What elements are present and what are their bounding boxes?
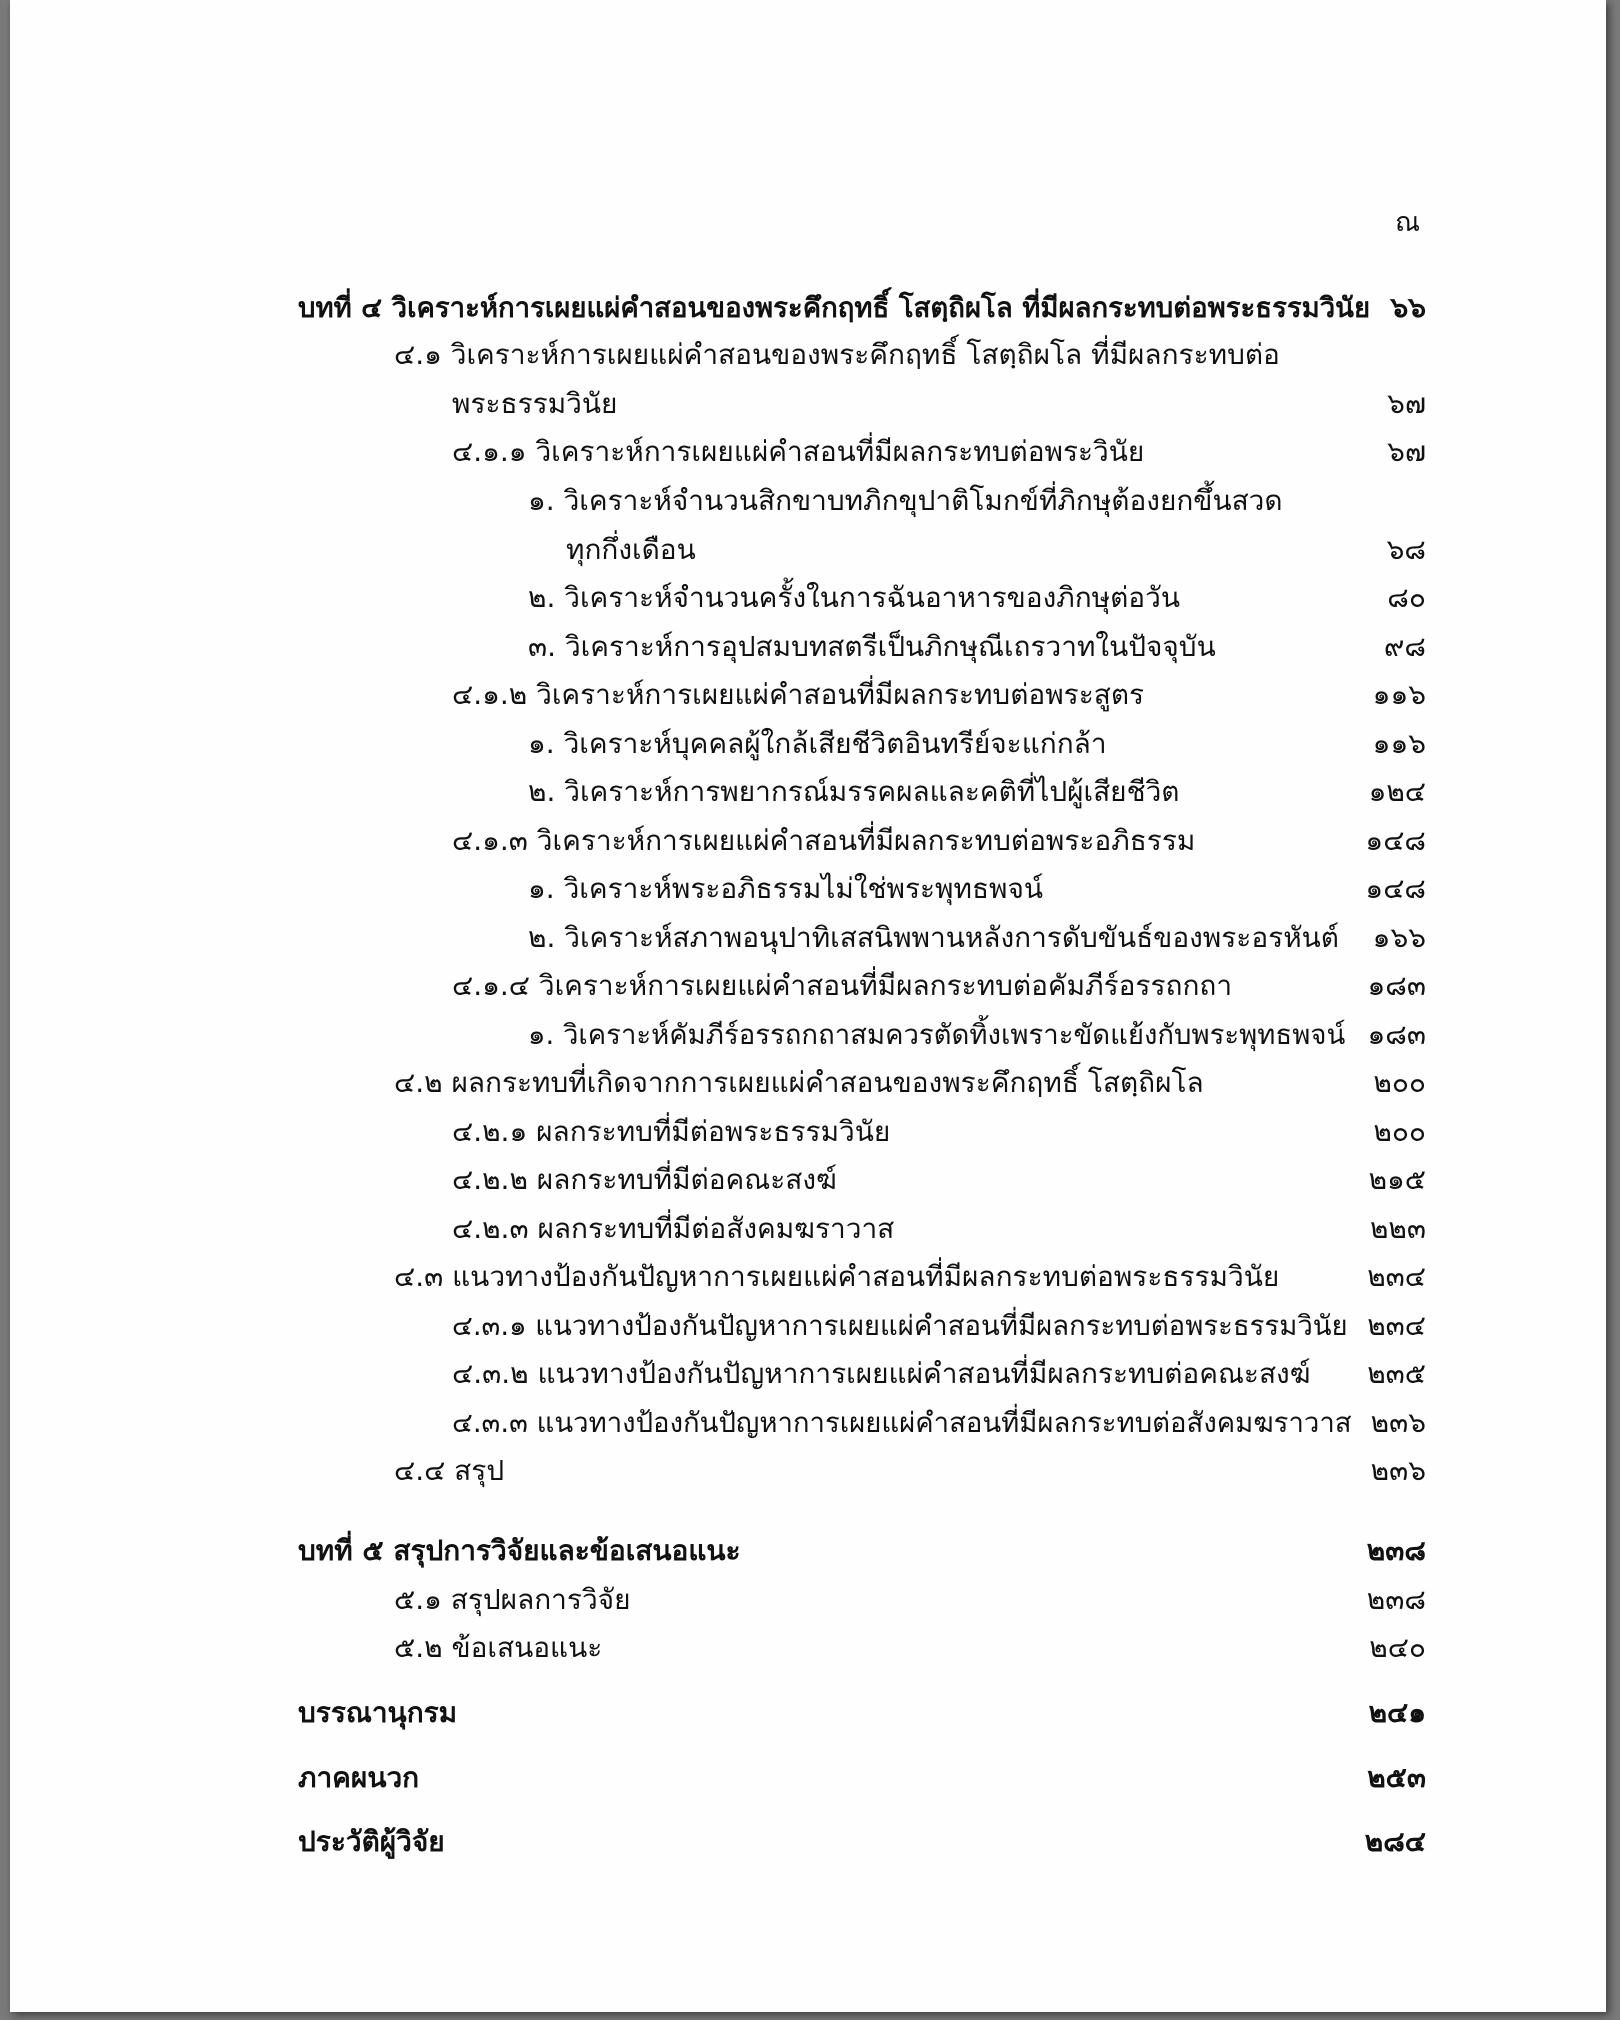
toc-entry-page: ๒๓๔ — [1367, 1260, 1426, 1293]
toc-entry-title: ๑. วิเคราะห์พระอภิธรรมไม่ใช่พระพุทธพจน์ — [528, 872, 1044, 905]
toc-entry-4-4 — [10, 1447, 1606, 1495]
toc-entry-title: ๔.๑.๒ วิเคราะห์การเผยแผ่คำสอนที่มีผลกระทบต่อพระสูตร — [452, 678, 1145, 711]
toc-entry-page: ๒๔๑ — [1368, 1696, 1426, 1729]
toc-entry-page: ๒๓๘ — [1366, 1534, 1426, 1567]
toc-entry-title: ๔.๓ แนวทางป้องกันปัญหาการเผยแผ่คำสอนที่มีผลกระทบต่อพระธรรมวินัย — [394, 1260, 1280, 1293]
toc-entry-title: ๕.๑ สรุปผลการวิจัย — [394, 1583, 631, 1616]
toc-entry-page: ๒๓๔ — [1367, 1309, 1426, 1342]
toc-researcher-bio — [10, 1818, 1606, 1866]
toc-entry-title: ๔.๑.๔ วิเคราะห์การเผยแผ่คำสอนที่มีผลกระทบต่อคัมภีร์อรรถกถา — [452, 969, 1233, 1002]
toc-entry-4-3-2 — [10, 1350, 1606, 1398]
toc-entry-page: ๒๓๘ — [1366, 1583, 1426, 1616]
toc-entry-page: ๖๗ — [1387, 435, 1426, 468]
toc-entry-page: ๖๖ — [1390, 291, 1426, 324]
toc-entry-4-1-2-1 — [10, 720, 1606, 768]
toc-entry-page: ๑๒๔ — [1368, 775, 1426, 808]
toc-entry-page: ๑๖๖ — [1372, 921, 1426, 954]
toc-entry-title: ๒. วิเคราะห์สภาพอนุปาทิเสสนิพพานหลังการดับขันธ์ของพระอรหันต์ — [528, 921, 1339, 954]
toc-entry-title: ๔.๑.๑ วิเคราะห์การเผยแผ่คำสอนที่มีผลกระทบต่อพระวินัย — [452, 435, 1145, 468]
toc-entry-page: ๒๒๓ — [1369, 1212, 1426, 1245]
toc-chapter-4 — [10, 284, 1606, 332]
toc-entry-title: ๔.๒.๑ ผลกระทบที่มีต่อพระธรรมวินัย — [452, 1115, 891, 1148]
toc-entry-title: บรรณานุกรม — [298, 1696, 458, 1729]
toc-entry-4-1 — [10, 331, 1606, 379]
toc-entry-title: พระธรรมวินัย — [452, 387, 618, 420]
toc-entry-title: ๔.๑.๓ วิเคราะห์การเผยแผ่คำสอนที่มีผลกระทบต่อพระอภิธรรม — [452, 824, 1196, 857]
toc-entry-title: ๔.๒.๒ ผลกระทบที่มีต่อคณะสงฆ์ — [452, 1163, 837, 1196]
toc-entry-title: ๓. วิเคราะห์การอุปสมบทสตรีเป็นภิกษุณีเถรวาทในปัจจุบัน — [528, 630, 1216, 663]
toc-entry-4-1-3-1 — [10, 865, 1606, 913]
toc-entry-title: ๔.๓.๓ แนวทางป้องกันปัญหาการเผยแผ่คำสอนที่มีผลกระทบต่อสังคมฆราวาส — [452, 1407, 1352, 1439]
toc-entry-4-3-1 — [10, 1302, 1606, 1350]
toc-entry-title: ๔.๒ ผลกระทบที่เกิดจากการเผยแผ่คำสอนของพระคึกฤทธิ์ โสตฺถิผโล — [394, 1066, 1204, 1099]
toc-entry-4-1-1-1 — [10, 477, 1606, 525]
toc-entry-title: ๔.๓.๒ แนวทางป้องกันปัญหาการเผยแผ่คำสอนที่มีผลกระทบต่อคณะสงฆ์ — [452, 1357, 1311, 1390]
toc-chapter-5 — [10, 1527, 1606, 1575]
toc-entry-title: ๔.๑ วิเคราะห์การเผยแผ่คำสอนของพระคึกฤทธิ์ โสตฺถิผโล ที่มีผลกระทบต่อ — [394, 338, 1280, 371]
toc-entry-4-1-cont — [10, 380, 1606, 428]
toc-entry-title: บทที่ ๔ วิเคราะห์การเผยแผ่คำสอนของพระคึกฤทธิ์ โสตฺถิผโล ที่มีผลกระทบต่อพระธรรมวินัย — [298, 292, 1371, 324]
toc-entry-title: ๑. วิเคราะห์จำนวนสิกขาบทภิกขุปาติโมกข์ที่ภิกษุต้องยกขึ้นสวด — [528, 484, 1283, 517]
toc-entry-page: ๙๘ — [1383, 630, 1426, 663]
toc-entry-title: บทที่ ๕ สรุปการวิจัยและข้อเสนอแนะ — [298, 1534, 741, 1567]
toc-entry-title: ๒. วิเคราะห์จำนวนครั้งในการฉันอาหารของภิกษุต่อวัน — [528, 581, 1180, 614]
toc-entry-4-1-4-1 — [10, 1011, 1606, 1059]
toc-entry-title: ๒. วิเคราะห์การพยากรณ์มรรคผลและคติที่ไปผู้เสียชีวิต — [528, 775, 1180, 808]
toc-entry-page: ๑๔๘ — [1365, 872, 1426, 905]
toc-entry-page: ๑๔๘ — [1365, 824, 1426, 857]
toc-entry-page: ๒๐๐ — [1373, 1066, 1426, 1099]
toc-entry-page: ๑๘๓ — [1367, 969, 1426, 1002]
toc-entry-page: ๒๕๓ — [1367, 1761, 1426, 1794]
toc-entry-4-1-2 — [10, 671, 1606, 719]
toc-entry-page: ๘๐ — [1387, 581, 1426, 614]
toc-entry-page: ๑๑๖ — [1372, 678, 1426, 711]
toc-entry-4-3 — [10, 1253, 1606, 1301]
document-page — [10, 0, 1606, 2012]
toc-entry-4-1-1-1-cont — [10, 526, 1606, 574]
toc-entry-title: ๔.๒.๓ ผลกระทบที่มีต่อสังคมฆราวาส — [452, 1212, 895, 1245]
toc-entry-page: ๒๓๕ — [1367, 1357, 1426, 1390]
toc-entry-4-2-3 — [10, 1205, 1606, 1253]
toc-entry-4-2-1 — [10, 1108, 1606, 1156]
toc-entry-4-1-1 — [10, 428, 1606, 476]
toc-entry-page: ๖๘ — [1386, 533, 1426, 566]
toc-entry-page: ๒๓๖ — [1370, 1454, 1426, 1487]
toc-entry-page: ๖๗ — [1387, 387, 1426, 420]
toc-entry-title: ๔.๔ สรุป — [394, 1454, 505, 1487]
toc-entry-4-1-3-2 — [10, 914, 1606, 962]
toc-entry-title: ทุกกึ่งเดือน — [566, 533, 696, 566]
toc-entry-page: ๑๘๓ — [1367, 1018, 1426, 1051]
toc-entry-page: ๒๔๐ — [1369, 1631, 1426, 1664]
toc-entry-page: ๒๐๐ — [1373, 1115, 1426, 1148]
toc-bibliography — [10, 1689, 1606, 1737]
toc-entry-4-1-1-3 — [10, 623, 1606, 671]
toc-entry-4-2 — [10, 1059, 1606, 1107]
toc-entry-title: ๕.๒ ข้อเสนอแนะ — [394, 1631, 603, 1664]
toc-entry-title: ประวัติผู้วิจัย — [298, 1825, 445, 1858]
toc-entry-title: ภาคผนวก — [298, 1761, 420, 1794]
toc-entry-5-1 — [10, 1576, 1606, 1624]
toc-entry-4-1-3 — [10, 817, 1606, 865]
toc-entry-title: ๑. วิเคราะห์คัมภีร์อรรถกถาสมควรตัดทิ้งเพราะขัดแย้งกับพระพุทธพจน์ — [528, 1019, 1346, 1051]
toc-entry-title: ๑. วิเคราะห์บุคคลผู้ใกล้เสียชีวิตอินทรีย์จะแก่กล้า — [528, 727, 1107, 760]
toc-entry-4-1-2-2 — [10, 768, 1606, 816]
toc-entry-4-3-3 — [10, 1399, 1606, 1447]
toc-entry-page: ๒๘๔ — [1364, 1825, 1426, 1858]
toc-entry-page: ๒๑๕ — [1368, 1163, 1426, 1196]
toc-entry-4-1-4 — [10, 962, 1606, 1010]
toc-entry-title: ๔.๓.๑ แนวทางป้องกันปัญหาการเผยแผ่คำสอนที่มีผลกระทบต่อพระธรรมวินัย — [452, 1310, 1348, 1342]
toc-entry-4-1-1-2 — [10, 574, 1606, 622]
toc-entry-5-2 — [10, 1624, 1606, 1672]
toc-entry-4-2-2 — [10, 1156, 1606, 1204]
toc-appendix — [10, 1754, 1606, 1802]
toc-entry-page: ๒๓๖ — [1370, 1406, 1426, 1439]
toc-entry-page: ๑๑๖ — [1372, 727, 1426, 760]
page-number: ณ — [1395, 207, 1421, 238]
